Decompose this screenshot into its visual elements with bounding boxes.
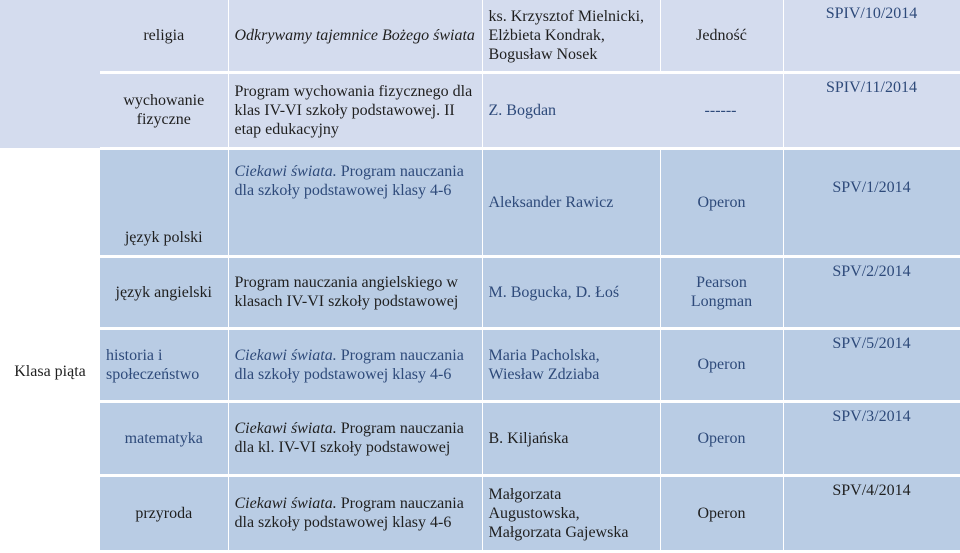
- publisher-cell: Operon: [660, 475, 783, 551]
- program-text: Program nauczania dla szkoły podstawowej klasy 4-6: [234, 495, 464, 531]
- authors-cell: Małgorzata Augustowska, Małgorzata Gajewska: [482, 475, 660, 551]
- program-cell: [228, 401, 482, 475]
- authors-cell: B. Kiljańska: [482, 401, 660, 475]
- program-number-cell: SPV/2/2014: [783, 256, 960, 328]
- group-cell-empty: [0, 401, 100, 475]
- program-cell: Odkrywamy tajemnice Bożego świata: [228, 0, 482, 72]
- table-row: [0, 401, 960, 475]
- program-cell: [228, 328, 482, 401]
- program-number-cell: SPV/5/2014: [783, 328, 960, 401]
- publisher-cell: Pearson Longman: [660, 256, 783, 328]
- program-number-cell: SPIV/10/2014: [783, 0, 960, 72]
- program-number-cell: SPIV/11/2014: [783, 72, 960, 148]
- subject-cell: historia i społeczeństwo: [100, 328, 228, 401]
- program-series-italic: Ciekawi świata.: [234, 495, 337, 512]
- program-text: Program nauczania dla szkoły podstawowej klasy 4-6: [234, 346, 464, 383]
- table-row: [0, 475, 960, 551]
- publisher-cell: Operon: [660, 401, 783, 475]
- subject-cell: język angielski: [100, 256, 228, 328]
- authors-cell: Maria Pacholska, Wiesław Zdziaba: [482, 328, 660, 401]
- publisher-cell: Operon: [660, 328, 783, 401]
- publisher-cell: Jedność: [660, 0, 783, 72]
- publisher-cell: Operon: [660, 148, 783, 256]
- program-series-italic: Ciekawi świata.: [234, 420, 337, 437]
- program-cell: [228, 475, 482, 551]
- program-cell: Program wychowania fizycznego dla klas IV-VI szkoły podstawowej. II etap edukacyjny: [228, 72, 482, 148]
- subject-cell: język polski: [100, 148, 228, 256]
- program-text: Program nauczania dla szkoły podstawowej klasy 4-6: [234, 162, 464, 199]
- group-cell-empty: [0, 0, 100, 72]
- table-row: [0, 328, 960, 401]
- authors-text: Z. Bogdan: [488, 101, 557, 119]
- program-series-italic: Ciekawi świata.: [234, 346, 337, 364]
- program-series-italic: Ciekawi świata.: [234, 162, 337, 180]
- group-cell-empty: [0, 256, 100, 328]
- program-cell: Program nauczania angielskiego w klasach IV-VI szkoły podstawowej: [228, 256, 482, 328]
- table-row: [0, 256, 960, 328]
- subject-cell: przyroda: [100, 475, 228, 551]
- program-number-cell: SPV/3/2014: [783, 401, 960, 475]
- table-row: [0, 72, 960, 148]
- group-label: Klasa piąta: [0, 328, 100, 401]
- program-text: Program nauczania dla kl. IV-VI szkoły podstawowej: [234, 420, 464, 456]
- table-row: [0, 0, 960, 72]
- publisher-text: ------: [704, 101, 737, 119]
- authors-publisher-cell: [482, 72, 783, 148]
- group-cell-empty: [0, 148, 100, 256]
- program-number-cell: SPV/1/2014: [783, 148, 960, 256]
- subject-cell: wychowanie fizyczne: [100, 72, 228, 148]
- authors-cell: ks. Krzysztof Mielnicki, Elżbieta Kondrak, Bogusław Nosek: [482, 0, 660, 72]
- program-cell: [228, 148, 482, 256]
- subject-cell: matematyka: [100, 401, 228, 475]
- table-row: [0, 148, 960, 256]
- group-cell-empty: [0, 72, 100, 148]
- program-number-cell: SPV/4/2014: [783, 475, 960, 551]
- authors-cell: Aleksander Rawicz: [482, 148, 660, 256]
- authors-cell: M. Bogucka, D. Łoś: [482, 256, 660, 328]
- subject-cell: religia: [100, 0, 228, 72]
- group-cell-empty: [0, 475, 100, 551]
